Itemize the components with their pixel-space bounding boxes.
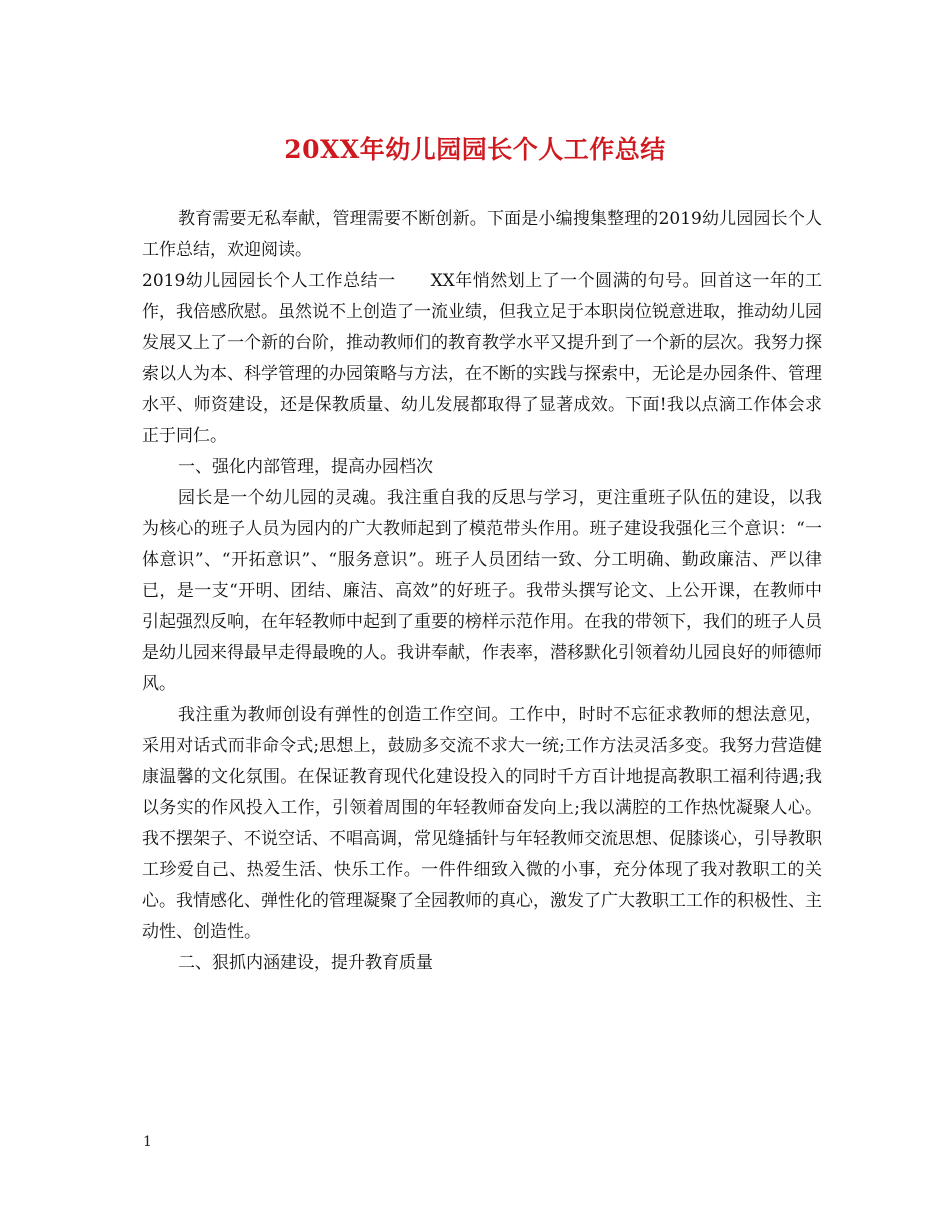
page-number: 1	[143, 1134, 152, 1150]
section-heading-one: 一、强化内部管理，提高办园档次	[178, 457, 433, 477]
paragraph-leadership: 园长是一个幼儿园的灵魂。我注重自我的反思与学习，更注重班子队伍的建设，以我为核心的班子人员为园内的广大教师起到了模范带头作用。班子建设我强化三个意识：“一体意识”、“开拓意识”、“服务意识”。班子人员团结一致、分工明确、勤政廉洁、严以律已，是一支“开明、团结、廉洁、高效”的好班子。我带头撰写论文、上公开课，在教师中引起强烈反响，在年轻教师中起到了重要的榜样示范作用。在我的带领下，我们的班子人员是幼儿园来得最早走得最晚的人。我讲奉献，作表率，潜移默化引领着幼儿园良好的师德师风。	[142, 488, 822, 694]
section-heading-two: 二、狠抓内涵建设，提升教育质量	[178, 953, 433, 973]
paragraph-summary-one: 2019幼儿园园长个人工作总结一 XX年悄然划上了一个圆满的句号。回首这一年的工作，我倍感欣慰。虽然说不上创造了一流业绩，但我立足于本职岗位锐意进取，推动幼儿园发展又上了一个新的台阶，推动教师们的教育教学水平又提升到了一个新的层次。我努力探索以人为本、科学管理的办园策略与方法，在不断的实践与探索中，无论是办园条件、管理水平、师资建设，还是保教质量、幼儿发展都取得了显著成效。下面!我以点滴工作体会求正于同仁。	[142, 271, 822, 446]
paragraph-intro: 教育需要无私奉献，管理需要不断创新。下面是小编搜集整理的2019幼儿园园长个人工作总结，欢迎阅读。	[142, 209, 822, 260]
paragraph-work-space: 我注重为教师创设有弹性的创造工作空间。工作中，时时不忘征求教师的想法意见，采用对话式而非命令式;思想上，鼓励多交流不求大一统;工作方法灵活多变。我努力营造健康温馨的文化氛围。在保证教育现代化建设投入的同时千方百计地提高教职工福利待遇;我以务实的作风投入工作，引领着周围的年轻教师奋发向上;我以满腔的工作热忱凝聚人心。我不摆架子、不说空话、不唱高调，常见缝插针与年轻教师交流思想、促膝谈心，引导教职工珍爱自己、热爱生活、快乐工作。一件件细致入微的小事，充分体现了我对教职工的关心。我情感化、弹性化的管理凝聚了全园教师的真心，激发了广大教职工工作的积极性、主动性、创造性。	[142, 705, 822, 942]
document-body	[142, 204, 822, 979]
document-title: 20XX年幼儿园园长个人工作总结	[284, 135, 666, 164]
